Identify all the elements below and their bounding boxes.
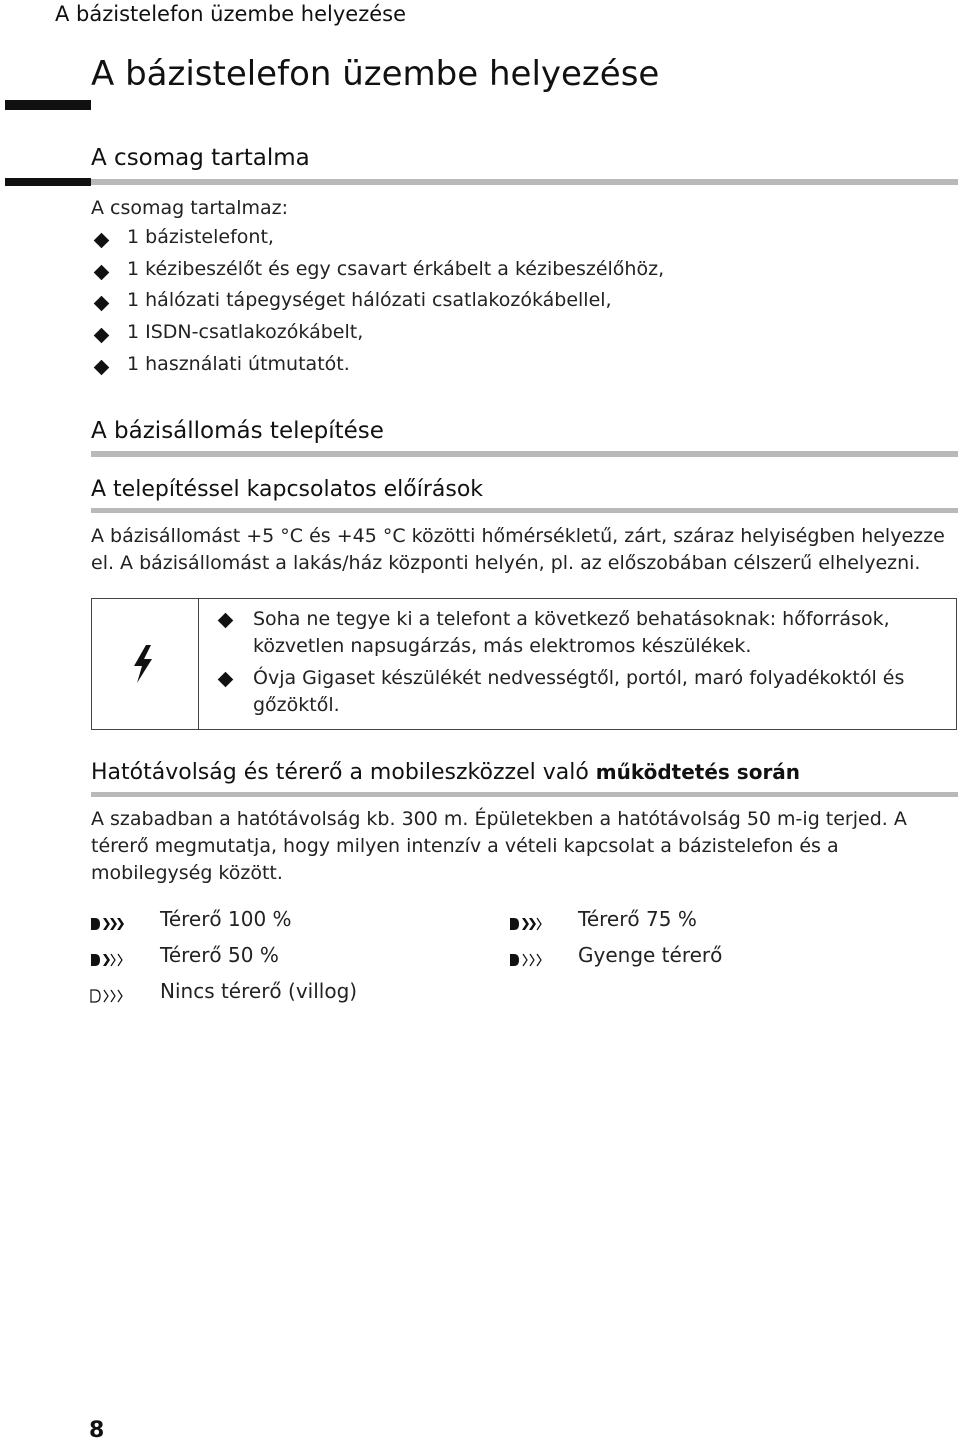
signal-label: Térerő 50 %: [160, 943, 279, 967]
install-paragraph: [91, 523, 957, 577]
section-rule: [91, 508, 958, 513]
signal-chevron: [118, 954, 122, 966]
note-item: [215, 665, 955, 719]
package-intro: A csomag tartalmaz:: [91, 197, 289, 219]
bullet-icon: [94, 296, 110, 312]
list-item: [91, 353, 951, 383]
bullet-icon: [94, 360, 110, 376]
list-item: [91, 226, 951, 256]
note-line: Óvja Gigaset készülékét nedvességtől, portól, maró folyadékoktól és: [253, 667, 905, 689]
signal-label: Nincs térerő (villog): [160, 979, 358, 1003]
bullet-icon: [94, 328, 110, 344]
signal-label: Térerő 75 %: [578, 907, 697, 931]
list-item-text: 1 kézibeszélőt és egy csavart érkábelt a kézibeszélőhöz,: [127, 258, 665, 280]
signal-chevron: [529, 918, 536, 930]
signal-chevron: [103, 954, 110, 966]
page-title: A bázistelefon üzembe helyezése: [91, 54, 660, 94]
section-bar-decoration: [5, 178, 91, 186]
signal-base: [510, 954, 519, 966]
signal-base: [91, 918, 100, 930]
signal-base: [91, 990, 100, 1002]
section-rule: [91, 179, 958, 185]
paragraph-line: mobilegység között.: [91, 862, 283, 884]
signal-base: [91, 954, 100, 966]
note-line: gőzöktől.: [253, 694, 340, 716]
note-line: közvetlen napsugárzás, más elektromos készülékek.: [253, 635, 752, 657]
list-item-text: 1 használati útmutatót.: [127, 353, 350, 375]
paragraph-line: A szabadban a hatótávolság kb. 300 m. Épületekben a hatótávolság 50 m-ig terjed. A: [91, 808, 907, 830]
signal-chevron: [111, 954, 115, 966]
signal-chevron: [111, 990, 115, 1002]
page-number: 8: [89, 1418, 105, 1443]
signal-chevron: [523, 954, 527, 966]
signal-75-icon: [509, 914, 543, 938]
signal-chevron: [117, 918, 124, 930]
signal-chevron: [103, 918, 110, 930]
signal-chevron: [537, 954, 541, 966]
signal-chevron: [537, 918, 541, 930]
signal-weak-icon: [509, 950, 543, 974]
package-heading: A csomag tartalma: [91, 145, 310, 171]
signal-label: Gyenge térerő: [578, 943, 723, 967]
list-item: [91, 289, 951, 319]
range-paragraph: [91, 806, 957, 887]
signal-chevron: [104, 990, 108, 1002]
list-item-text: 1 hálózati tápegységet hálózati csatlakozókábellel,: [127, 289, 612, 311]
bullet-icon: [218, 613, 234, 629]
list-item-text: 1 bázistelefont,: [127, 226, 274, 248]
install-subheading: A telepítéssel kapcsolatos előírások: [91, 477, 484, 502]
range-heading-part1: Hatótávolság és térerő a mobileszközzel való: [91, 760, 596, 785]
bullet-icon: [218, 672, 234, 688]
title-bar-decoration: [5, 100, 91, 110]
signal-none-icon: [90, 986, 124, 1010]
running-head: A bázistelefon üzembe helyezése: [55, 2, 407, 26]
note-line: Soha ne tegye ki a telefont a következő behatásoknak: hőforrások,: [253, 608, 890, 630]
bullet-icon: [94, 233, 110, 249]
signal-full-icon: [90, 914, 124, 938]
range-heading: [91, 760, 800, 785]
section-rule: [91, 451, 958, 457]
list-item-text: 1 ISDN-csatlakozókábelt,: [127, 321, 364, 343]
paragraph-line: térerő megmutatja, hogy milyen intenzív a vételi kapcsolat a bázistelefon és a: [91, 835, 839, 857]
note-item: [215, 606, 955, 660]
list-item: [91, 258, 951, 288]
paragraph-line: el. A bázisállomást a lakás/ház központi helyén, pl. az előszobában célszerű elhelyezni.: [91, 552, 921, 574]
signal-base: [510, 918, 519, 930]
signal-label: Térerő 100 %: [160, 907, 292, 931]
signal-chevron: [530, 954, 534, 966]
list-item: [91, 321, 951, 351]
signal-chevron: [110, 918, 117, 930]
section-rule: [91, 792, 958, 797]
paragraph-line: A bázisállomást +5 °C és +45 °C közötti hőmérsékletű, zárt, száraz helyiségben helyezze: [91, 525, 945, 547]
bullet-icon: [94, 265, 110, 281]
signal-chevron: [118, 990, 122, 1002]
lightning-warning-icon: [131, 645, 155, 687]
signal-50-icon: [90, 950, 124, 974]
signal-chevron: [522, 918, 529, 930]
range-heading-part2: működtetés során: [595, 760, 801, 784]
note-divider: [198, 598, 199, 730]
install-heading: A bázisállomás telepítése: [91, 418, 384, 444]
